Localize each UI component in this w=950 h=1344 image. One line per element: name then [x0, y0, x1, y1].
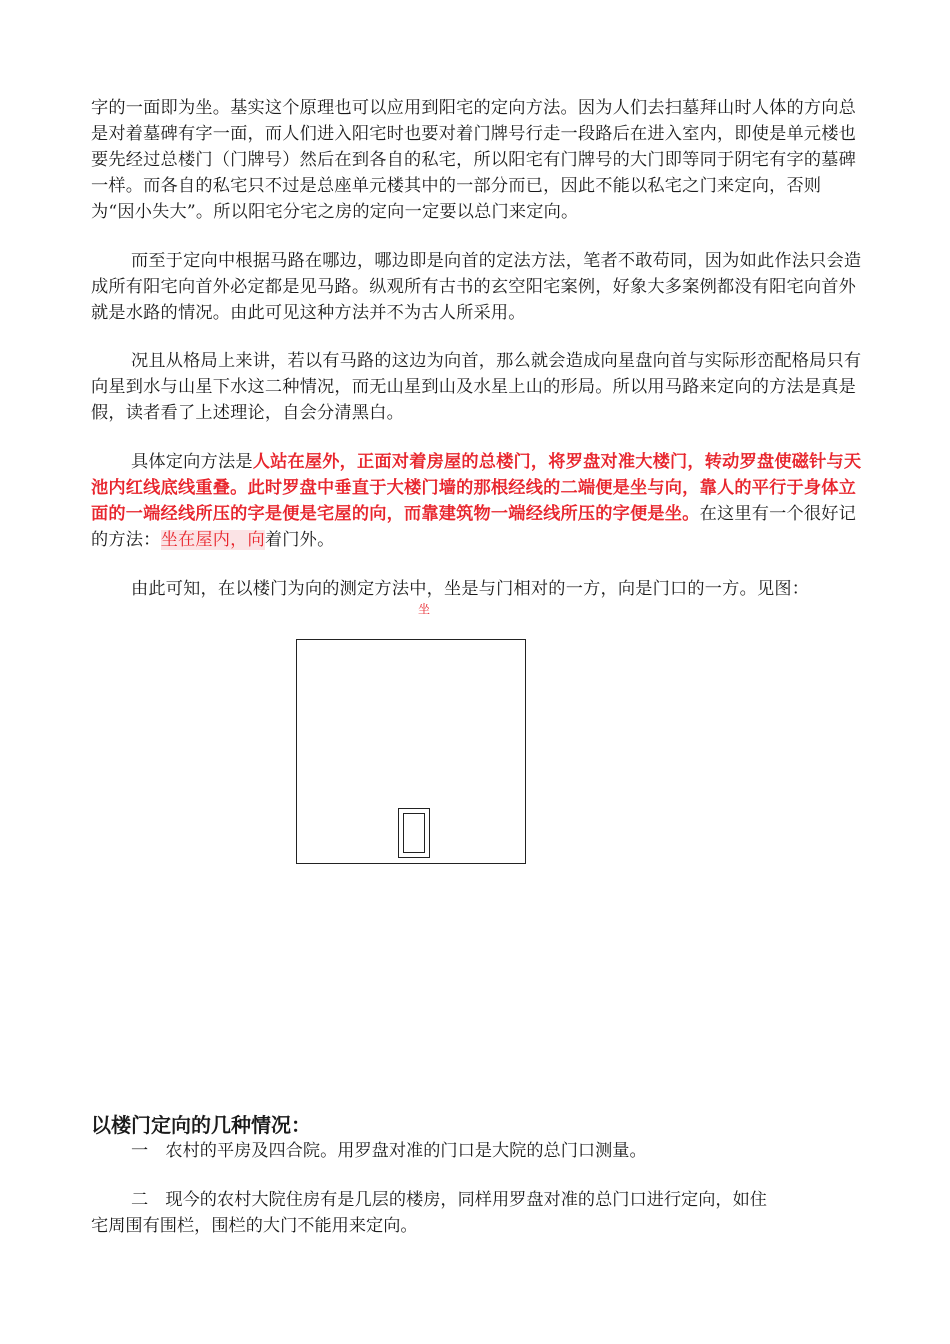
door-diagram	[398, 808, 430, 858]
list-item: 一 农村的平房及四合院。用罗盘对准的门口是大院的总门口测量。	[131, 1141, 647, 1161]
paragraph-4-lead: 具体定向方法是	[131, 452, 253, 472]
paragraph-4-emphasis: 人站在屋外，正面对着房屋的总楼门，将罗盘对准大楼门，转动罗盘使磁针与天池内红线底线重叠。此时罗盘中垂直于大楼门墙的那根经线的二端便是坐与向，靠人的平行于身体立面的一端经线所压的字是便是宅屋的向，而靠建筑物一端经线所压的字便是坐。	[91, 452, 862, 524]
section-title: 以楼门定向的几种情况：	[91, 1113, 311, 1137]
house-diagram	[296, 639, 526, 864]
paragraph-1: 字的一面即为坐。基实这个原理也可以应用到阳宅的定向方法。因为人们去扫墓拜山时人体的方向总是对着墓碑有字一面，而人们进入阳宅时也要对着门牌号行走一段路后在进入室内，即使是单元楼也要先经过总楼门（门牌号）然后在到各自的私宅，所以阳宅有门牌号的大门即等同于阴宅有字的墓碑一样。而各自的私宅只不过是总座单元楼其中的一部分而已，因此不能以私宅之门来定向，否则为“因小失大”。所以阳宅分宅之房的定向一定要以总门来定向。	[91, 98, 857, 222]
list-item: 二 现今的农村大院住房有是几层的楼房，同样用罗盘对准的总门口进行定向，如住宅周围有围栏，围栏的大门不能用来定向。	[91, 1190, 767, 1236]
door-inner-frame	[403, 813, 425, 853]
paragraph-5: 由此可知，在以楼门为向的测定方法中，坐是与门相对的一方，向是门口的一方。见图：	[131, 579, 810, 599]
mnemonic-zuo-rest: 在屋内，	[177, 530, 248, 550]
mnemonic-xiang: 向	[247, 530, 265, 550]
diagram-sit-label: 坐	[418, 602, 431, 616]
paragraph-4	[91, 449, 863, 553]
paragraph-3: 况且从格局上来讲，若以有马路的这边为向首，那么就会造成向星盘向首与实际形峦配格局只有向星到水与山星下水这二种情况，而无山星到山及水星上山的形局。所以用马路来定向的方法是真是假，读者看了上述理论，自会分清黑白。	[91, 351, 862, 423]
mnemonic-xiang-rest: 着门外。	[264, 530, 335, 550]
paragraph-2: 而至于定向中根据马路在哪边，哪边即是向首的定法方法，笔者不敢苟同，因为如此作法只会造成所有阳宅向首外必定都是见马路。纵观所有古书的玄空阳宅案例，好象大多案例都没有阳宅向首外就是水路的情况。由此可见这种方法并不为古人所采用。	[91, 251, 862, 323]
paragraph-4-mid: 在这里有一个很好记的方法：	[91, 504, 857, 550]
mnemonic-zuo: 坐	[160, 530, 178, 550]
